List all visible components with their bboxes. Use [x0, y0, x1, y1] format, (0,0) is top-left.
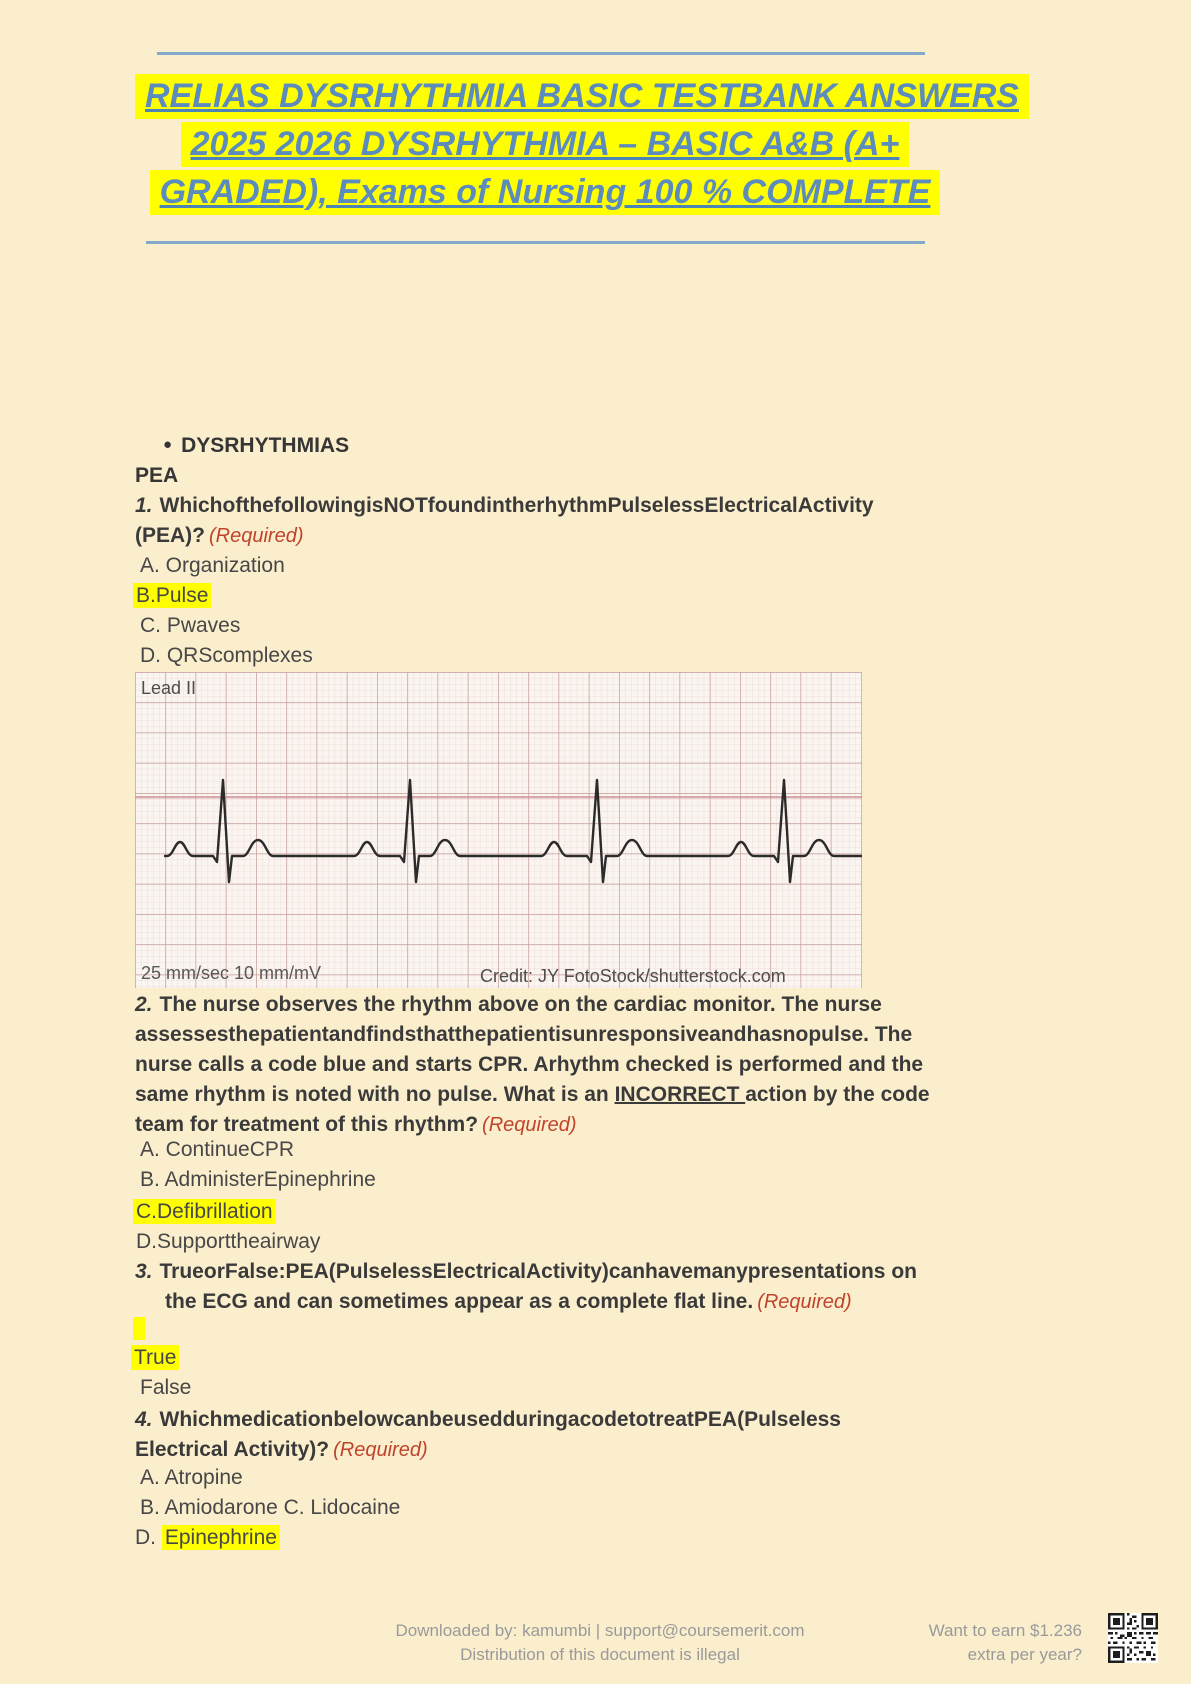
question-3-line-1: 3. TrueorFalse:PEA(PulselessElectricalActivity)canhavemanypresentations on: [135, 1260, 917, 1283]
ecg-lead-label: Lead II: [141, 678, 197, 698]
footer-earn-line-2: extra per year?: [967, 1645, 1082, 1664]
question-1-line-1: 1. WhichofthefollowingisNOTfoundintherhythmPulselessElectricalActivity: [135, 494, 874, 517]
title-divider: [146, 241, 925, 244]
ecg-calibration-label: 25 mm/sec 10 mm/mV: [141, 963, 322, 983]
question-3-number: 3.: [135, 1260, 153, 1283]
question-1-line-2: (PEA)? (Required): [135, 524, 304, 547]
required-label: (Required): [209, 525, 304, 547]
q1-option-a: A. Organization: [140, 554, 285, 577]
question-2-line-1: 2. The nurse observes the rhythm above on the cardiac monitor. The nurse: [135, 993, 882, 1016]
top-divider: [157, 52, 925, 55]
qr-code: [1108, 1613, 1158, 1663]
q2-option-c answer-highlight: C.Defibrillation: [133, 1200, 276, 1224]
section-heading: ● DYSRHYTHMIAS: [163, 434, 350, 457]
question-2: [135, 990, 930, 1140]
q1-option-c: C. Pwaves: [140, 614, 241, 637]
required-label: (Required): [333, 1439, 428, 1461]
question-2-line-4: same rhythm is noted with no pulse. What is an INCORRECT action by the code: [135, 1083, 930, 1106]
q2-option-a: A. ContinueCPR: [140, 1138, 295, 1161]
q4-option-b: B. Amiodarone C. Lidocaine: [140, 1496, 401, 1519]
question-3-line-2: the ECG and can sometimes appear as a complete flat line. (Required): [165, 1290, 852, 1313]
question-2-line-5: team for treatment of this rhythm? (Required): [135, 1113, 577, 1136]
empty-highlight-mark: [133, 1317, 145, 1340]
q1-option-d: D. QRScomplexes: [140, 644, 313, 667]
ecg-strip-image: [135, 672, 862, 988]
q4-option-d answer-highlight: D. Epinephrine: [135, 1526, 280, 1550]
required-label: (Required): [482, 1114, 577, 1136]
question-4-line-1: 4. WhichmedicationbelowcanbeusedduringacodetotreatPEA(Pulseless: [135, 1408, 841, 1431]
title-line-2: 2025 2026 DYSRHYTHMIA – BASIC A&B (A+: [135, 122, 955, 167]
question-1-number: 1.: [135, 494, 153, 517]
question-4-line-2: Electrical Activity)? (Required): [135, 1438, 428, 1461]
ecg-credit-label: Credit: JY FotoStock/shutterstock.com: [480, 966, 786, 986]
footer-earn-line-1: Want to earn $1.236: [928, 1621, 1082, 1640]
bullet-icon: ●: [163, 436, 173, 453]
q2-option-b: B. AdministerEpinephrine: [140, 1168, 376, 1191]
question-2-number: 2.: [135, 993, 153, 1016]
footer-warning: Distribution of this document is illegal: [460, 1645, 740, 1664]
q2-option-d: D.Supporttheairway: [136, 1230, 321, 1253]
question-4-number: 4.: [135, 1408, 153, 1431]
incorrect-underlined-word: INCORRECT: [614, 1083, 746, 1106]
q4-option-a: A. Atropine: [140, 1466, 243, 1489]
title-line-1: RELIAS DYSRHYTHMIA BASIC TESTBANK ANSWERS: [135, 74, 955, 119]
required-label: (Required): [757, 1291, 852, 1313]
question-2-line-2: assessesthepatientandfindsthatthepatientisunresponsiveandhasnopulse. The: [135, 1023, 913, 1046]
section-subheading: PEA: [135, 464, 179, 487]
q1-option-b answer-highlight: B.Pulse: [133, 584, 211, 608]
question-2-line-3: nurse calls a code blue and starts CPR. Arhythm checked is performed and the: [135, 1053, 924, 1076]
q3-option-true answer-highlight: True: [131, 1346, 179, 1370]
title-line-3: GRADED), Exams of Nursing 100 % COMPLETE: [135, 170, 955, 215]
q3-option-false: False: [140, 1376, 192, 1399]
footer-downloaded-by: Downloaded by: kamumbi | support@coursemerit.com: [395, 1621, 805, 1640]
document-title: [135, 74, 1019, 218]
